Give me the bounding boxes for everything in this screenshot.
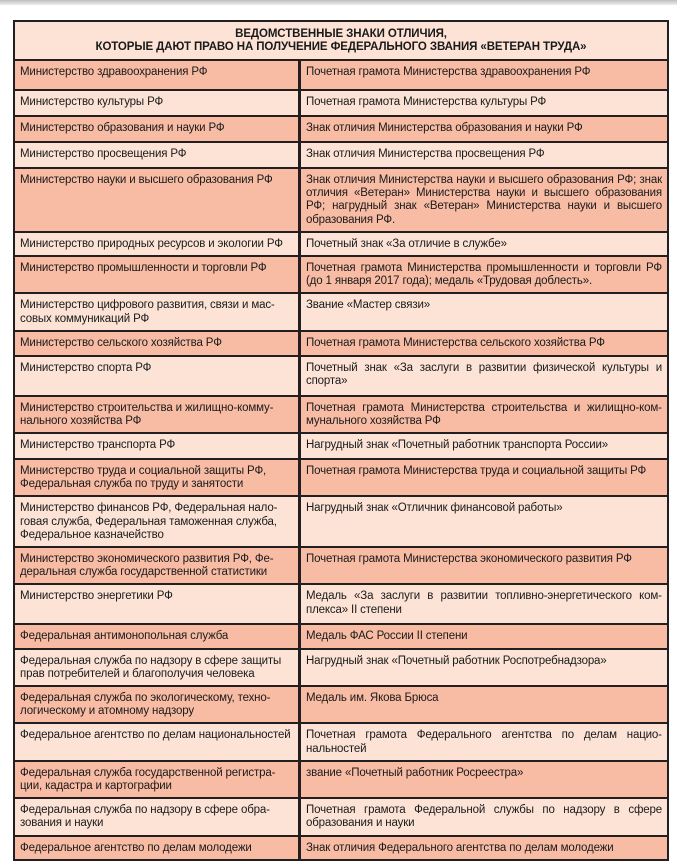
agency-cell: Министерство финансов РФ, Федеральная налоговая служба, Федеральная таможенная служба, Федеральное казначейство — [15, 497, 298, 546]
award-cell: Медаль ФАС России II степени — [301, 625, 667, 647]
title-line-1: ВЕДОМСТВЕННЫЕ ЗНАКИ ОТЛИЧИЯ, — [235, 28, 447, 40]
award-cell: Нагрудный знак «Почетный работник транспорта России» — [301, 434, 667, 458]
award-cell: Почетная грамота Министерства сельского хозяйства РФ — [301, 332, 667, 354]
table-row — [15, 117, 667, 141]
award-cell: Почетная грамота Министерства культуры РФ — [301, 91, 667, 115]
award-cell: Почетная грамота Федерального агентства по делам национальностей — [301, 724, 667, 759]
agency-cell: Министерство образования и науки РФ — [15, 117, 298, 141]
table-row — [15, 61, 667, 89]
table-row — [15, 625, 667, 647]
agency-cell: Министерство науки и высшего образования РФ — [15, 169, 298, 231]
table-row — [15, 762, 667, 797]
table-body — [15, 61, 667, 859]
award-cell: Медаль «За заслуги в развитии топливно-энергетического комплекса» II степени — [301, 585, 667, 623]
table-row — [15, 687, 667, 722]
table-row — [15, 143, 667, 167]
agency-cell: Министерство транспорта РФ — [15, 434, 298, 458]
award-cell: Нагрудный знак «Отличник финансовой работы» — [301, 497, 667, 546]
award-cell: Почетная грамота Министерства труда и социальной защиты РФ — [301, 460, 667, 495]
agency-cell: Министерство цифрового развития, связи и массовых коммуникаций РФ — [15, 294, 298, 330]
award-cell: Почетная грамота Федеральной службы по надзору в сфере образования и науки — [301, 799, 667, 835]
agency-cell: Министерство природных ресурсов и экологии РФ — [15, 233, 298, 255]
table-row — [15, 548, 667, 583]
agency-cell: Министерство просвещения РФ — [15, 143, 298, 167]
award-cell: Почетная грамота Министерства экономического развития РФ — [301, 548, 667, 583]
agency-cell: Федеральное агентство по делам молодежи — [15, 837, 298, 859]
award-cell: Почетный знак «За отличие в службе» — [301, 233, 667, 255]
table-row — [15, 497, 667, 546]
agency-cell: Федеральное агентство по делам национальностей — [15, 724, 298, 759]
table-row — [15, 397, 667, 432]
veteran-awards-table — [13, 20, 669, 861]
table-row — [15, 434, 667, 458]
agency-cell: Министерство экономического развития РФ, Федеральная служба государственной статистики — [15, 548, 298, 583]
award-cell: Почетная грамота Министерства промышленности и торговли РФ (до 1 января 2017 года); медаль «Трудовая доблесть». — [301, 257, 667, 292]
agency-cell: Министерство энергетики РФ — [15, 585, 298, 623]
agency-cell: Министерство сельского хозяйства РФ — [15, 332, 298, 354]
agency-cell: Федеральная служба по надзору в сфере защиты прав потребителей и благополучия человека — [15, 650, 298, 685]
table-row — [15, 257, 667, 292]
agency-cell: Министерство труда и социальной защиты РФ, Федеральная служба по труду и занятости — [15, 460, 298, 495]
table-row — [15, 724, 667, 759]
agency-cell: Министерство промышленности и торговли РФ — [15, 257, 298, 292]
agency-cell: Федеральная служба по надзору в сфере образования и науки — [15, 799, 298, 835]
agency-cell: Федеральная служба по экологическому, технологическому и атомному надзору — [15, 687, 298, 722]
table-row — [15, 294, 667, 330]
title-line-2: КОТОРЫЕ ДАЮТ ПРАВО НА ПОЛУЧЕНИЕ ФЕДЕРАЛЬНОГО ЗВАНИЯ «ВЕТЕРАН ТРУДА» — [95, 41, 587, 53]
table-row — [15, 91, 667, 115]
award-cell: Знак отличия Министерства науки и высшего образования РФ; знак отличия «Ветеран» Министерства науки и высшего образования РФ; нагрудный знак «Ветеран» Министерства науки и высшего образования РФ. — [301, 169, 667, 231]
award-cell: Медаль им. Якова Брюса — [301, 687, 667, 722]
award-cell: Звание «Мастер связи» — [301, 294, 667, 330]
award-cell: Почетная грамота Министерства здравоохранения РФ — [301, 61, 667, 89]
table-row — [15, 650, 667, 685]
table-row — [15, 585, 667, 623]
table-row — [15, 169, 667, 231]
award-cell: Знак отличия Федерального агентства по делам молодежи — [301, 837, 667, 859]
table-row — [15, 233, 667, 255]
table-row — [15, 460, 667, 495]
award-cell: звание «Почетный работник Росреестра» — [301, 762, 667, 797]
award-cell: Знак отличия Министерства просвещения РФ — [301, 143, 667, 167]
table-row — [15, 357, 667, 395]
award-cell: Почетная грамота Министерства строительства и жилищно-коммунального хозяйства РФ — [301, 397, 667, 432]
agency-cell: Министерство строительства и жилищно-коммунального хозяйства РФ — [15, 397, 298, 432]
table-row — [15, 332, 667, 354]
top-edge — [0, 0, 677, 5]
table-row — [15, 799, 667, 835]
award-cell: Знак отличия Министерства образования и науки РФ — [301, 117, 667, 141]
agency-cell: Федеральная служба государственной регистрации, кадастра и картографии — [15, 762, 298, 797]
table-row — [15, 837, 667, 859]
award-cell: Нагрудный знак «Почетный работник Роспотребнадзора» — [301, 650, 667, 685]
agency-cell: Министерство здравоохранения РФ — [15, 61, 298, 89]
agency-cell: Министерство культуры РФ — [15, 91, 298, 115]
award-cell: Почетный знак «За заслуги в развитии физической культуры и спорта» — [301, 357, 667, 395]
table-title — [15, 22, 667, 59]
agency-cell: Министерство спорта РФ — [15, 357, 298, 395]
agency-cell: Федеральная антимонопольная служба — [15, 625, 298, 647]
